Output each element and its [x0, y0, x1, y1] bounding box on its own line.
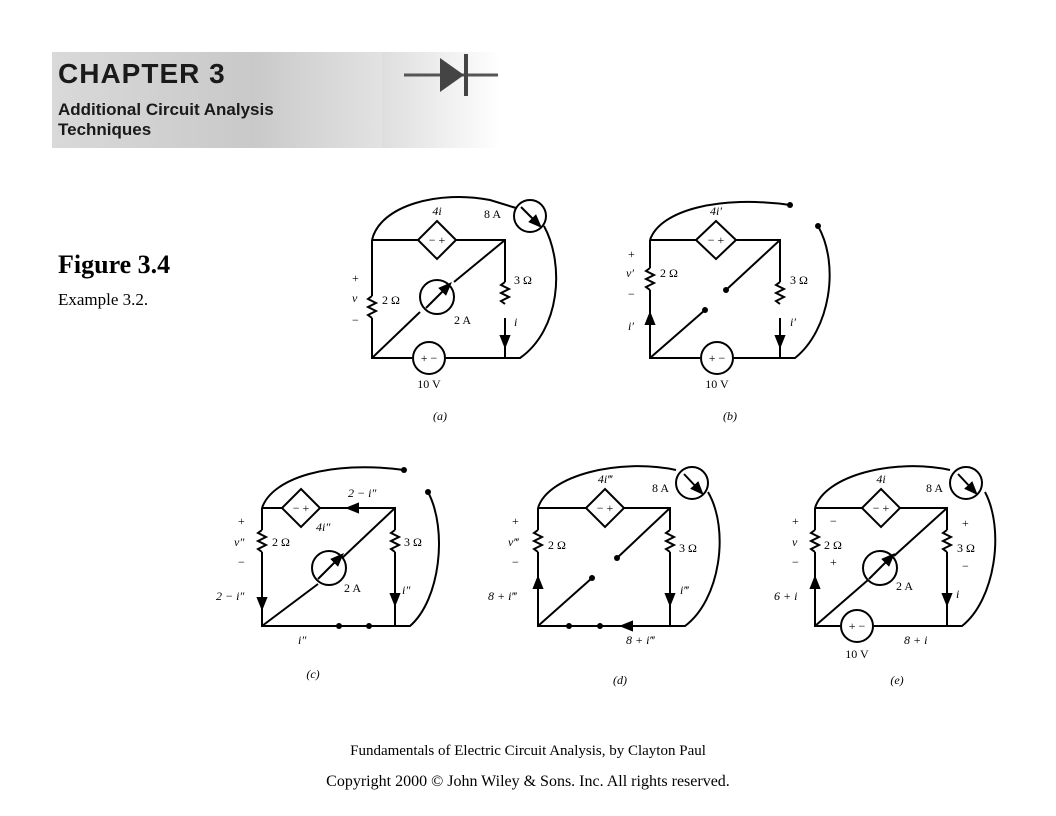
footer-copyright: Copyright 2000 © John Wiley & Sons. Inc. All rights reserved. — [326, 773, 730, 790]
resistor-3ohm — [776, 282, 784, 304]
voltage-source-label: 10 V — [845, 647, 869, 661]
figure-title: Figure 3.4 — [58, 250, 171, 279]
current-label: i′ — [628, 319, 634, 333]
source-label: 2 A — [896, 579, 914, 593]
plus-sign: + — [512, 514, 519, 528]
source-label: 8 A — [652, 481, 670, 495]
minus-sign: − — [238, 555, 245, 569]
resistor-label: 3 Ω — [514, 273, 532, 287]
voltage-source-label: 10 V — [705, 377, 729, 391]
plus-sign: + — [962, 516, 969, 530]
resistor-3ohm — [501, 282, 509, 304]
dep-sign: − + — [872, 501, 890, 515]
resistor-label: 2 Ω — [272, 535, 290, 549]
current-label: i — [956, 587, 960, 601]
circuit-label: (e) — [890, 673, 904, 687]
source-label: 8 A — [484, 207, 502, 221]
resistor-label: 3 Ω — [404, 535, 422, 549]
plus-sign: + — [238, 514, 245, 528]
resistor-label: 2 Ω — [660, 266, 678, 280]
plus-sign: + — [352, 271, 359, 285]
resistor-3ohm — [391, 530, 399, 552]
footer-book-title: Fundamentals of Electric Circuit Analysis, by Clayton Paul — [350, 743, 706, 759]
minus-sign: − — [962, 559, 969, 573]
current-label: 8 + i‴ — [488, 589, 517, 603]
resistor-label: 2 Ω — [382, 293, 400, 307]
minus-sign: − — [628, 287, 635, 301]
resistor-label: 2 Ω — [548, 538, 566, 552]
voltage-label: v — [792, 535, 798, 549]
chapter-subtitle-line2: Techniques — [58, 120, 152, 139]
resistor-3ohm — [666, 530, 674, 552]
current-label: 8 + i — [904, 633, 928, 647]
source-label: 2 A — [344, 581, 362, 595]
minus-sign: − — [352, 313, 359, 327]
current-label: 2 − i″ — [216, 589, 245, 603]
current-label: i‴ — [680, 583, 689, 597]
minus-sign: − — [792, 555, 799, 569]
chapter-subtitle-line1: Additional Circuit Analysis — [58, 100, 274, 119]
dep-source-label: 4i — [876, 472, 886, 486]
voltage-label: v″ — [234, 535, 245, 549]
src-sign: + − — [420, 351, 438, 365]
src-sign: + − — [848, 619, 866, 633]
figure-caption: Example 3.2. — [58, 290, 149, 309]
voltage-label: v‴ — [508, 535, 519, 549]
resistor-2ohm — [258, 530, 266, 552]
wire-arc-right — [505, 226, 556, 358]
circuit-label: (c) — [306, 667, 320, 681]
dep-source-label: 4i‴ — [597, 472, 613, 486]
resistor-3ohm — [943, 530, 951, 552]
resistor-label: 3 Ω — [957, 541, 975, 555]
circuit-label: (b) — [723, 409, 737, 423]
dep-sign: − + — [707, 233, 725, 247]
dep-sign: − + — [596, 501, 614, 515]
source-label: 2 A — [454, 313, 472, 327]
voltage-label: v — [352, 291, 358, 305]
current-label: 8 + i‴ — [626, 633, 655, 647]
resistor-2ohm — [646, 268, 654, 290]
resistor-2ohm — [811, 530, 819, 552]
voltage-label: v′ — [626, 266, 634, 280]
chapter-title: CHAPTER 3 — [58, 58, 226, 89]
dep-sign: − + — [292, 501, 310, 515]
plus-sign: + — [792, 514, 799, 528]
current-label: i″ — [402, 583, 411, 597]
plus-sign: + — [830, 555, 837, 569]
dep-source-label: 4i — [432, 204, 442, 218]
plus-sign: + — [628, 247, 635, 261]
circuit-label: (d) — [613, 673, 627, 687]
current-label: i′ — [790, 315, 796, 329]
resistor-2ohm — [368, 296, 376, 318]
minus-sign: − — [512, 555, 519, 569]
source-label: 8 A — [926, 481, 944, 495]
minus-sign: − — [830, 514, 837, 528]
resistor-label: 3 Ω — [790, 273, 808, 287]
current-label: i″ — [298, 633, 307, 647]
current-label: 6 + i — [774, 589, 798, 603]
dep-source-label: 4i″ — [316, 520, 331, 534]
resistor-label: 3 Ω — [679, 541, 697, 555]
voltage-source-label: 10 V — [417, 377, 441, 391]
current-label: 2 − i″ — [348, 486, 377, 500]
resistor-label: 2 Ω — [824, 538, 842, 552]
dep-sign: − + — [428, 233, 446, 247]
dep-source-label: 4i′ — [710, 204, 722, 218]
current-label: i — [514, 315, 518, 329]
src-sign: + − — [708, 351, 726, 365]
circuit-label: (a) — [433, 409, 447, 423]
resistor-2ohm — [534, 530, 542, 552]
